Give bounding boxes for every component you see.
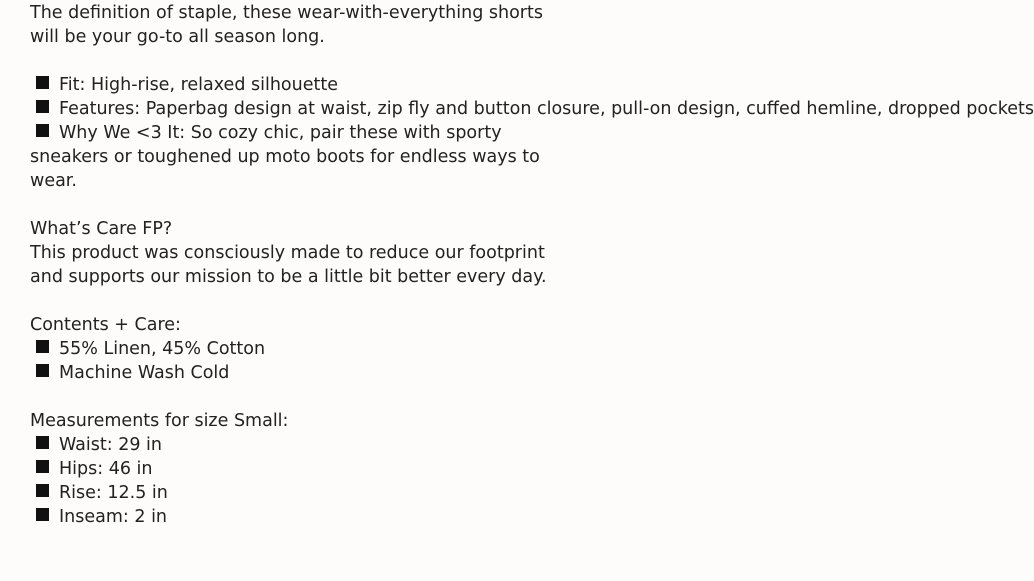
measurement-item bbox=[30, 505, 566, 529]
black-square-icon bbox=[36, 436, 49, 449]
black-square-icon bbox=[36, 340, 49, 353]
spacer bbox=[30, 49, 566, 73]
contents-heading: Contents + Care: bbox=[30, 315, 181, 335]
feature-text: Fit: High-rise, relaxed silhouette bbox=[59, 75, 338, 95]
measurement-item bbox=[30, 457, 566, 481]
feature-item-why-we-love-it bbox=[30, 121, 566, 193]
measurement-item bbox=[30, 433, 566, 457]
contents-item bbox=[30, 361, 566, 385]
black-square-icon bbox=[36, 460, 49, 473]
spacer bbox=[30, 193, 566, 217]
measurement-text: Waist: 29 in bbox=[59, 435, 162, 455]
product-description bbox=[0, 1, 1034, 581]
intro-text: The definition of staple, these wear-with-everything shorts will be your go-to all season long. bbox=[30, 3, 543, 47]
black-square-icon bbox=[36, 76, 49, 89]
contents-item-text: Machine Wash Cold bbox=[59, 363, 230, 383]
contents-item-text: 55% Linen, 45% Cotton bbox=[59, 339, 266, 359]
black-square-icon bbox=[36, 508, 49, 521]
measurements-list bbox=[30, 433, 566, 529]
measurements-heading: Measurements for size Small: bbox=[30, 411, 289, 431]
spacer bbox=[30, 289, 566, 313]
features-list bbox=[30, 73, 1034, 193]
measurement-text: Inseam: 2 in bbox=[59, 507, 168, 527]
black-square-icon bbox=[36, 484, 49, 497]
measurement-item bbox=[30, 481, 566, 505]
contents-list bbox=[30, 337, 566, 385]
feature-text: Features: Paperbag design at waist, zip fly and button closure, pull-on design, cuffed hemline, dropped pockets bbox=[59, 99, 1034, 119]
contents-item bbox=[30, 337, 566, 361]
feature-text: Why We <3 It: So cozy chic, pair these with sporty sneakers or toughened up moto boots for endless ways to wear. bbox=[30, 123, 540, 191]
spacer bbox=[30, 385, 566, 409]
measurement-text: Hips: 46 in bbox=[59, 459, 153, 479]
feature-item-fit bbox=[30, 73, 566, 97]
feature-item-features bbox=[30, 97, 1034, 121]
black-square-icon bbox=[36, 364, 49, 377]
care-fp-heading: What’s Care FP? bbox=[30, 219, 173, 239]
care-fp-text: This product was consciously made to reduce our footprint and supports our mission to be a little bit better every day. bbox=[30, 243, 547, 287]
black-square-icon bbox=[36, 100, 49, 113]
black-square-icon bbox=[36, 124, 49, 137]
measurement-text: Rise: 12.5 in bbox=[59, 483, 168, 503]
